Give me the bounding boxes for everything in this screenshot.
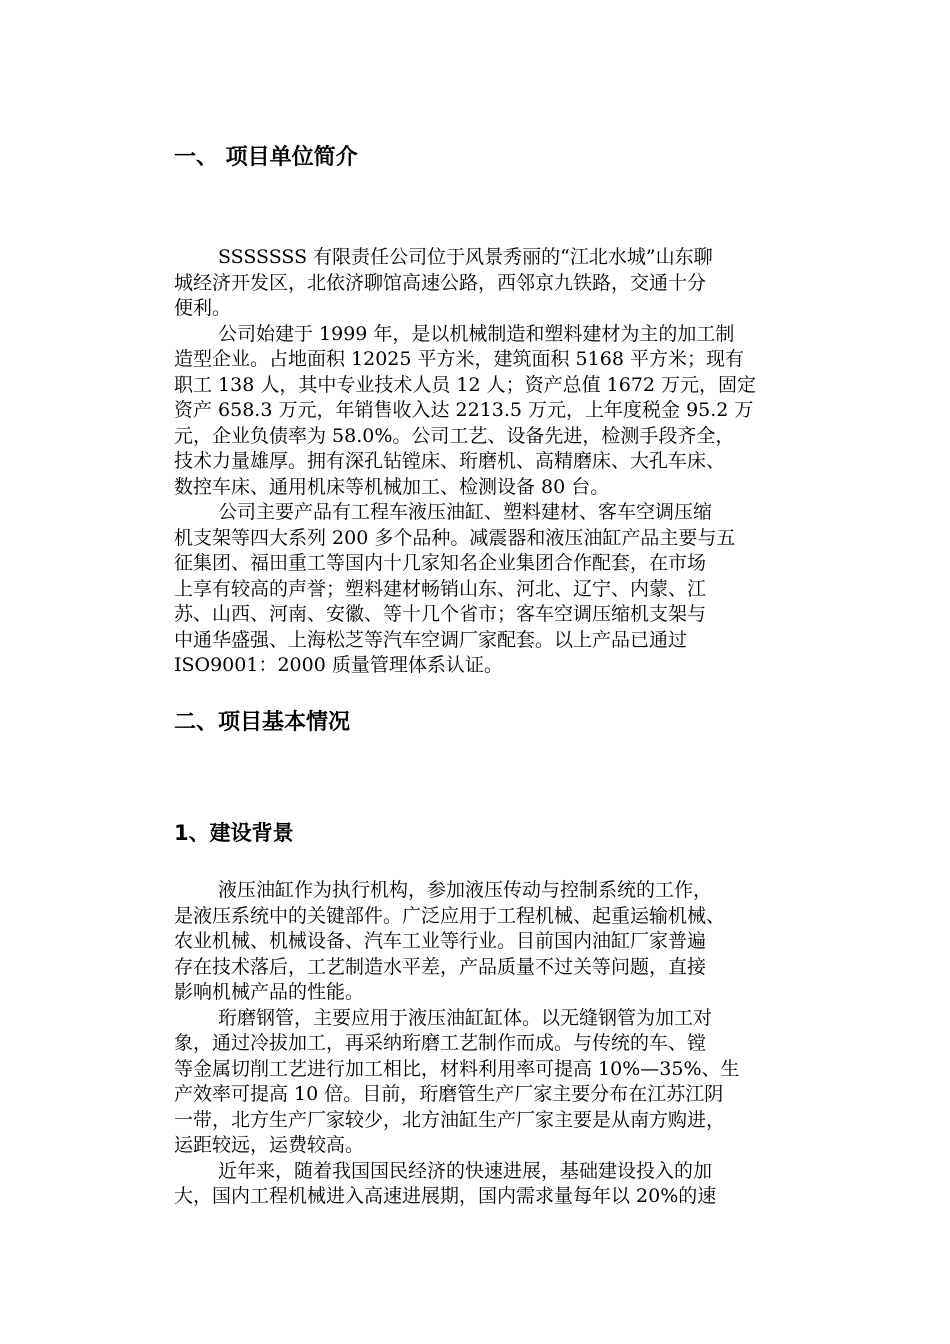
text-line: 元，企业负债率为 58.0%。公司工艺、设备先进，检测手段齐全， [174, 424, 735, 447]
text-line: 大，国内工程机械进入高速进展期，国内需求量每年以 20%的速 [174, 1185, 717, 1207]
background-paragraph-1 [174, 878, 842, 1006]
text-line: 影响机械产品的性能。 [174, 981, 365, 1003]
text-line: 近年来，随着我国国民经济的快速进展，基础建设投入的加 [218, 1159, 713, 1182]
text-line: 等金属切削工艺进行加工相比，材料利用率可提高 10%—35%、生 [174, 1057, 740, 1080]
text-line: 技术力量雄厚。拥有深孔钻镗床、珩磨机、高精磨床、大孔车床、 [174, 450, 726, 472]
text-line: 是液压系统中的关键部件。广泛应用于工程机械、起重运输机械、 [174, 904, 726, 927]
text-line: 珩磨钢管，主要应用于液压油缸缸体。以无缝钢管为加工对 [218, 1006, 713, 1029]
text-line: 液压油缸作为执行机构，参加液压传动与控制系统的工作， [218, 879, 713, 901]
intro-paragraph-3 [174, 500, 842, 679]
text-line: 产效率可提高 10 倍。目前，珩磨管生产厂家主要分布在江苏江阴 [174, 1083, 724, 1105]
text-line: 中通华盛强、上海松芝等汽车空调厂家配套。以上产品已通过 [174, 628, 688, 651]
section-2-heading: 二、项目基本情况 [174, 710, 351, 735]
text-line: 公司主要产品有工程车液压油缸、塑料建材、客车空调压缩 [218, 501, 713, 523]
text-line: 公司始建于 1999 年，是以机械制造和塑料建材为主的加工制 [218, 322, 735, 345]
text-line: 便利。 [174, 297, 232, 319]
background-paragraph-2 [174, 1006, 842, 1159]
text-line: 存在技术落后，工艺制造水平差，产品质量不过关等问题，直接 [174, 955, 707, 978]
text-line: 机支架等四大系列 200 多个品种。减震器和液压油缸产品主要与五 [174, 526, 736, 549]
text-line: 农业机械、机械设备、汽车工业等行业。目前国内油缸厂家普遍 [174, 930, 707, 952]
text-line: 数控车床、通用机床等机械加工、检测设备 80 台。 [174, 475, 610, 498]
text-line: 一带，北方生产厂家较少，北方油缸生产厂家主要是从南方购进， [174, 1108, 726, 1131]
text-line: 苏、山西、河南、安徽、等十几个省市；客车空调压缩机支架与 [174, 603, 707, 625]
text-line: ISO9001：2000 质量管理体系认证。 [174, 654, 503, 676]
subsection-heading: 1、建设背景 [174, 821, 294, 845]
text-line: 资产 658.3 万元，年销售收入达 2213.5 万元，上年度税金 95.2 万 [174, 399, 754, 421]
background-paragraph-3 [174, 1159, 842, 1210]
section-1-heading: 一、 项目单位简介 [174, 145, 358, 170]
text-line: 城经济开发区，北依济聊馆高速公路，西邻京九铁路，交通十分 [174, 271, 707, 294]
text-line: 造型企业。占地面积 12025 平方米，建筑面积 5168 平方米；现有 [174, 348, 744, 370]
company-intro [174, 245, 842, 679]
text-line: 职工 138 人，其中专业技术人员 12 人；资产总值 1672 万元，固定 [174, 373, 757, 396]
text-line: SSSSSSS 有限责任公司位于风景秀丽的“江北水城”山东聊 [218, 246, 713, 268]
text-line: 上享有较高的声誉；塑料建材畅销山东、河北、辽宁、内蒙、江 [174, 577, 707, 600]
text-line: 运距较远，运费较高。 [174, 1134, 365, 1156]
text-line: 征集团、福田重工等国内十几家知名企业集团合作配套，在市场 [174, 552, 707, 574]
text-line: 象，通过冷拔加工，再采纳珩磨工艺制作而成。与传统的车、镗 [174, 1032, 707, 1054]
intro-paragraph-2 [174, 322, 842, 501]
intro-paragraph-1 [174, 245, 842, 322]
construction-background [174, 878, 842, 1210]
